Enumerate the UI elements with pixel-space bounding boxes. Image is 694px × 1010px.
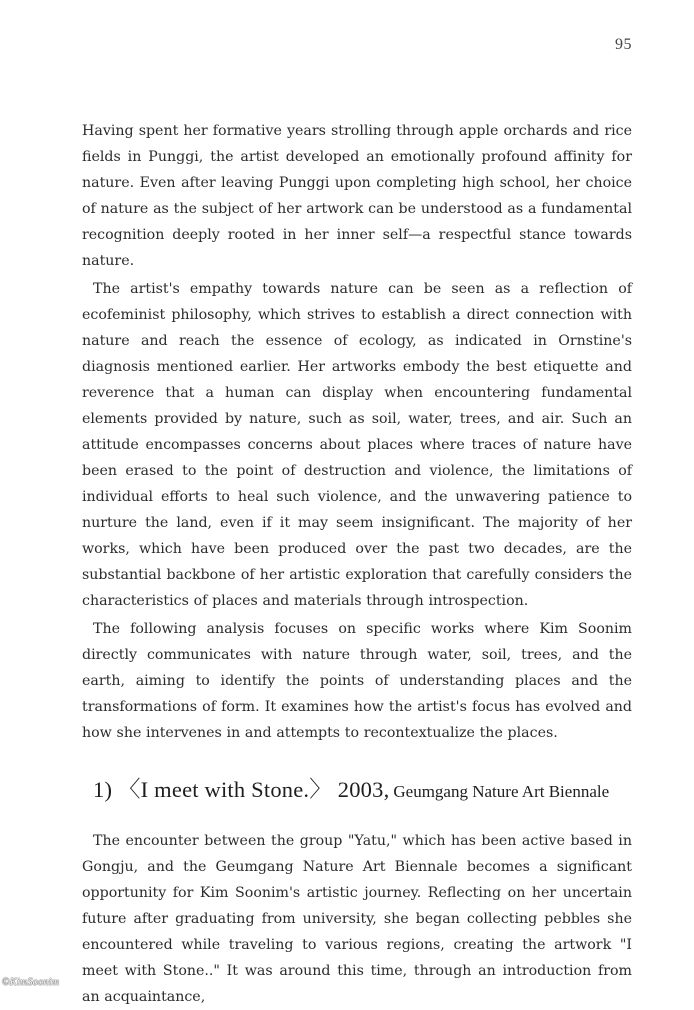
body-paragraph-1: Having spent her formative years strolling through apple orchards and rice fields in Punggi, the artist developed an emotionally profound affinity for nature. Even after leaving Punggi upon completing high school, her choice of nature as the subject of her artwork can be understood as a fundamental recognition deeply rooted in her inner self—a respectful stance towards nature. [82, 123, 632, 269]
page-body [82, 118, 632, 1010]
page-number: 95 [615, 36, 632, 53]
body-paragraph-2: The artist's empathy towards nature can be seen as a reflection of ecofeminist philosophy, which strives to establish a direct connection with nature and reach the essence of ecology, as indicated in Ornstine's diagnosis mentioned earlier. Her artworks embody the best etiquette and reverence that a human can display when encountering fundamental elements provided by nature, such as soil, water, trees, and air. Such an attitude encompasses concerns about places where traces of nature have been erased to the point of destruction and violence, the limitations of individual efforts to heal such violence, and the unwavering patience to nurture the land, even if it may seem insignificant. The majority of her works, which have been produced over the past two decades, are the substantial backbone of her artistic exploration that carefully considers the characteristics of places and materials through introspection. [82, 281, 632, 609]
section-heading [93, 772, 632, 804]
section-heading-title: 1) 〈I meet with Stone.〉 2003, [93, 777, 390, 802]
copyright-watermark: ©KimSoonim [2, 977, 60, 988]
body-paragraph-3: The following analysis focuses on specific works where Kim Soonim directly communicates with nature through water, soil, trees, and the earth, aiming to identify the points of understanding places and the transformations of form. It examines how the artist's focus has evolved and how she intervenes in and attempts to recontextualize the places. [82, 621, 632, 741]
section-heading-subtitle: Geumgang Nature Art Biennale [393, 782, 610, 801]
section-paragraph-1: The encounter between the group "Yatu," which has been active based in Gongju, and the Geumgang Nature Art Biennale becomes a significant opportunity for Kim Soonim's artistic journey. Reflecting on her uncertain future after graduating from university, she began collecting pebbles she encountered while traveling to various regions, creating the artwork "I meet with Stone.." It was around this time, through an introduction from an acquaintance, [82, 833, 632, 1005]
